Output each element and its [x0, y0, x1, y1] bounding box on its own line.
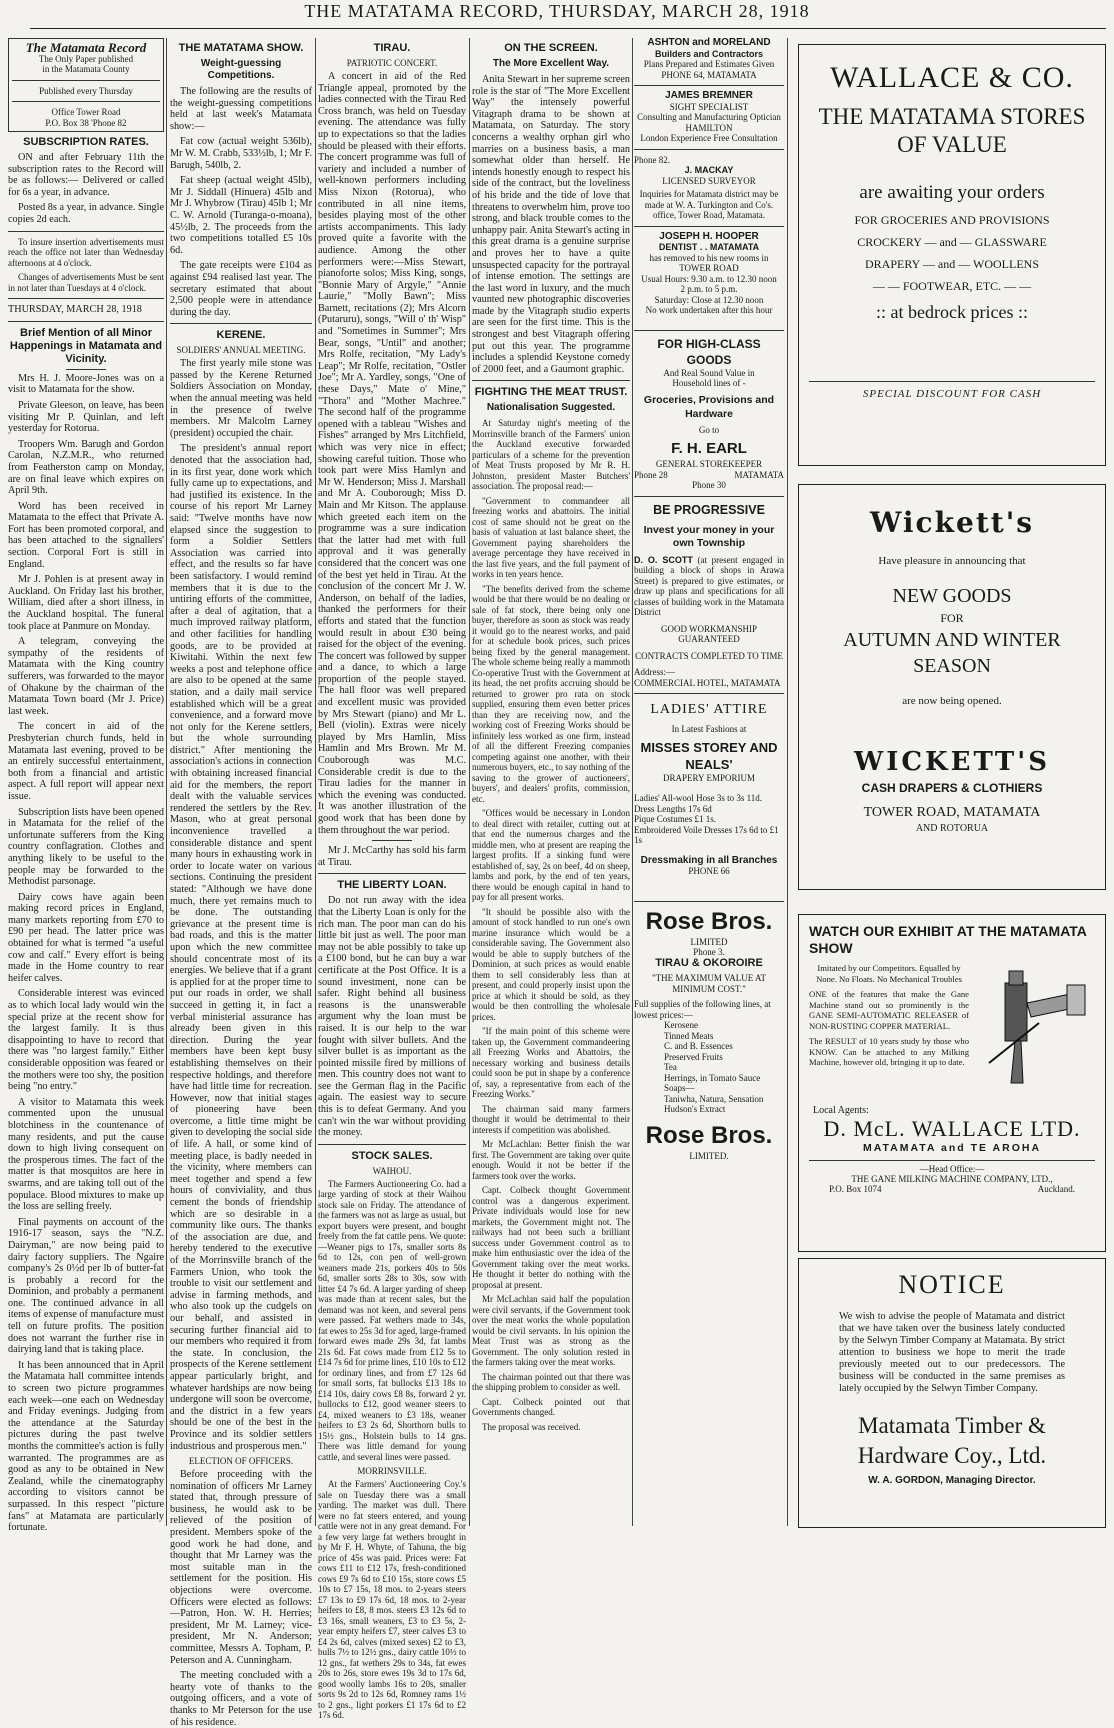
tirau-heading: TIRAU. [373, 42, 411, 54]
earl-line: And Real Sound Value in [663, 367, 755, 378]
bremner-line: HAMILTON [685, 122, 733, 133]
column-4 [472, 38, 630, 1526]
rose-item: Soaps— [664, 1083, 695, 1093]
rose-ltd: LIMITED [690, 936, 728, 947]
wickett-title2: WICKETT'S [854, 747, 1050, 777]
wickett-line: NEW GOODS [892, 585, 1012, 607]
paragraph: The chairman pointed out that there was the shipping problem to consider as well. [472, 1371, 630, 1393]
paragraph: The proposal was received. [482, 1421, 581, 1432]
hooper-line: 2 p.m. to 5 p.m. [680, 284, 738, 294]
paper-info-box [8, 38, 164, 132]
earl-line: Household lines of - [672, 378, 746, 388]
paragraph: Considerable interest was evinced as to which local lady would win the special prize at the recent show for the largest family. It is thus disappointing to have to record that there was "no largest family." Either considerable opposition was feared or the mothers were too shy, the position being "no entry." [8, 988, 164, 1093]
notice-company: Matamata Timber & [858, 1413, 1046, 1438]
paragraph: The concert in aid of the Presbyterian church funds, held in Matamata last evening, proved to be an entirely successful entertainment, both from a financial and artistic aspect. A full report will appear next issue. [8, 721, 164, 802]
rose-towns: TIRAU & OKOROIRE [655, 956, 763, 969]
exhibit-box: P.O. Box 1074 [829, 1184, 882, 1194]
scott-address: Address:— [634, 667, 675, 677]
earl-heading: FOR HIGH-CLASS GOODS [657, 336, 761, 367]
stock-sub: MORRINSVILLE. [357, 1466, 427, 1477]
wickett-line: AUTUMN AND WINTER [843, 629, 1061, 651]
paragraph: Anita Stewart in her supreme screen role is the star of "The More Excellent Way" the intensely powerful Vitagraph drama to be shown at Matamata, on Saturday. The story concerns a wealthy orphan girl who marries on a business basis, a man somewhat older than herself. He intends honestly enough to respect his side of the contract, but the loveliness of his bride and the tide of love that threatens to overwhelm him, prove too strong, and black trouble comes to the unhappy pair. Anita Stewart's acting in this great drama is a genuine surprise and proves her to have a quite unsuspected capacity for the portrayal of intense emotion. The settings are the last word in luxury, and the much vaunted new photographic discoveries made by the Vitagraph studio experts are seen for the first time. This is the strongest and best Vitagraph offering put out this year. The programme includes a splendid Keystone comedy of 2000 feet, and a Gaumont graphic. [472, 74, 630, 375]
paragraph: At Saturday night's meeting of the Morrinsville branch of the Farmers' union the Auckland executive forwarded particulars of a scheme for the prevention of Meat Trusts proposed by Mr R. H. Johnston, president Master Butchers' association. The proposal read:— [472, 418, 630, 492]
kerene-heading: KERENE. [216, 329, 266, 342]
paragraph: At the Farmers' Auctioneering Coy.'s sale on Tuesday there was a small yarding. The market was dull. There were no fat steers entered, and young cattle were not in any great demand. For a few very large fat wethers brought in by Mr F. H. Whyte, of Tahuna, the big price of 45s was paid. Prices were: Fat cows £11 to £12 17s, fresh-conditioned cows £9 7s 6d to £10 15s, store cows £5 10s to £7 15s, 18 mos. to 2-years steers £7 13s to £9 17s 6d, 18 mos. to 2-year heifers to £8, 8 mos. steers £3 12s 6d to £3 16s, small weaners, £3 to £3 5s, 2-year empty heifers £7, steer calves £3 to £4 2s 6d, calves (mixed sexes) £2 to £3, bulls 7½ to 12½ gns., dairy cattle 10½ to 12 gns., fat wethers 29s to 34s, fat ewes 20s to 26s, store ewes 19s 3d to 17s 6d, good woolly lambs 16s to 20s, smaller sorts 9s 2d to 12s 6d, Romney rams 1½ to 2 gns., light porkers £1 17s 6d to £2 17s 6d. [318, 1479, 466, 1721]
exhibit-name: D. McL. WALLACE LTD. [823, 1116, 1081, 1141]
paragraph: A telegram, conveying the sympathy of the residents of Matamata with the King country sufferers, was forwarded to the mayor of Ohakune by the chairman of the Matamata Town board (Mr J. Price) last week. [8, 636, 164, 717]
exhibit-city: Auckland. [1037, 1184, 1075, 1194]
milking-machine-illustration [975, 963, 1095, 1099]
office: Office Tower Road [51, 107, 121, 118]
gane-exhibit-ad [798, 914, 1106, 1252]
scott-line: CONTRACTS COMPLETED TO TIME [635, 650, 783, 661]
paragraph: A visitor to Matamata this week commented upon the unusual blotchiness in the countenance of many residents, and put the cause down to high living consequent on the prosperous times. The fact of the matter is that mosquitos are here in swarms, and are taking toll out of the populace. Blood mixtures to make up the loss are selling freely. [8, 1096, 164, 1213]
wickett-line: CASH DRAPERS & CLOTHIERS [861, 781, 1043, 795]
paragraph: Mr McLachlan said half the population were civil servants, if the Government took over the meat works the whole population would be civil servants. In his opinion the Meat Trust was as strong as the Government. The only solution rested in the farmers taking over the meat works. [472, 1294, 630, 1368]
paragraph: The chairman said many farmers thought it would be detrimental to their interests if competition was abolished. [472, 1103, 630, 1135]
mackay-phone: Phone 82. [634, 154, 670, 165]
wickett-title: Wickett's [869, 506, 1035, 539]
ladies-item: Dress Lengths 17s 6d [634, 803, 712, 814]
column-1 [8, 38, 164, 1534]
wickett-ad [798, 484, 1106, 890]
screen-heading: ON THE SCREEN. [504, 42, 598, 54]
bremner-line: London Experience Free Consultation [640, 133, 778, 143]
rose-item: Preserved Fruits [664, 1051, 723, 1062]
exhibit-co: THE GANE MILKING MACHINE COMPANY, LTD., [851, 1174, 1053, 1184]
wickett-line: AND ROTORUA [915, 823, 989, 834]
stock-sub: WAIHOU. [372, 1165, 412, 1176]
published: Published every Thursday [39, 85, 133, 96]
hooper-line: Usual Hours: 9.30 a.m. to 12.30 noon [641, 273, 777, 284]
ladies-sub: In Latest Fashions at [671, 724, 747, 734]
paragraph: Final payments on account of the 1916-17 season, says the "N.Z. Dairyman," are now being paid to dairy factory suppliers. The Ngaire company's 2s 0½d per lb of butter-fat is probably a record for the Dominion, and probably a permanent one. The continued advance in all items of expense of manufacture must tell on future profits. The position does not warrant the further rise in dairying land that is taking place. [8, 1216, 164, 1356]
stock-sales-heading: STOCK SALES. [351, 1149, 433, 1162]
hooper-line: No work undertaken after this hour [645, 305, 773, 315]
wallace-discount: SPECIAL DISCOUNT FOR CASH [862, 388, 1042, 400]
rose-name: Rose Bros. [645, 907, 773, 935]
paragraph: Posted 8s a year, in advance. Single copies 2d each. [8, 202, 164, 226]
earl-phone: Phone 28 [634, 469, 668, 480]
column-divider [166, 38, 167, 1526]
paragraph: Capt. Colbeck thought Government control was a dangerous experiment. Private individuals would lose for new markets, the Government might not. The railways had not been such a brilliant success under Government control as to make him enthusiastic over the idea of the Government taking over the meat works. He thought it better do nothing with the proposal at present. [472, 1185, 630, 1290]
screen-subheading: The More Excellent Way. [492, 58, 610, 69]
wickett-line: FOR [940, 611, 964, 625]
ashton-line: PHONE 64, MATAMATA [661, 69, 757, 80]
wallace-line: are awaiting your orders [859, 182, 1045, 203]
ladies-emporium: DRAPERY EMPORIUM [663, 772, 755, 783]
wickett-line: are now being opened. [902, 695, 1002, 707]
rose-item: Kerosene [664, 1020, 698, 1030]
tirau-subheading: PATRIOTIC CONCERT. [346, 58, 438, 68]
notice-ad [798, 1258, 1106, 1528]
ashton-title: ASHTON and MORELAND [647, 37, 771, 48]
ladies-name: MISSES STOREY AND NEALS' [640, 739, 778, 772]
ladies-item: Ladies' All-wool Hose 3s to 3s 11d. [634, 793, 763, 803]
earl-town: MATAMATA [734, 469, 784, 480]
paragraph: Mrs H. J. Moore-Jones was on a visit to Matamata for the show. [8, 372, 164, 396]
paragraph: Before proceeding with the nomination of officers Mr Larney stated that, through pressure of business, he would ask to be relieved of the position of president. Members spoke of the good work he had done, and thought that Mr Larney was the most suitable man in the settlement for the position. His objections were overcome. Officers were elected as follows:—Patron, Hon. W. H. Herries; president, Mr M. Larney; vice-president, Mr N. Anderson; committee, Messrs A. Topham, P. Peterson and A. Cunningham. [170, 1469, 312, 1666]
hooper-line: TOWER ROAD [679, 263, 739, 273]
notice-company: Hardware Coy., Ltd. [857, 1443, 1047, 1468]
paragraph: Fat sheep (actual weight 45lb), Mr J. Siddall (Hinuera) 45lb and Mr J. Whybrow (Tirau) 45lb 1; Mr C. W. Arnold (Turanga-o-moana), 45½lb, 2. The proceeds from the two competitions totalled £5 10s 6d. [170, 175, 312, 256]
rose-item: Herrings, in Tomato Sauce [664, 1072, 761, 1083]
paper-sub: in the Matamata County [42, 64, 130, 75]
ashton-sub: Builders and Contractors [654, 48, 764, 59]
wickett-line: TOWER ROAD, MATAMATA [863, 805, 1041, 820]
bremner-title: JAMES BREMNER [665, 90, 753, 101]
paragraph: Subscription lists have been opened in Matamata for the relief of the unfortunate sufferers from the King country conflagration. Clothes and anything likely to be useful to the people may be forwarded to the Methodist parsonage. [8, 806, 164, 888]
wallace-title: WALLACE & CO. [830, 61, 1074, 94]
wallace-ad [798, 44, 1106, 466]
ladies-phone: PHONE 66 [688, 866, 730, 876]
masthead: THE MATATAMA RECORD, THURSDAY, MARCH 28, 1918 [304, 1, 810, 21]
notice-text: We wish to advise the people of Matamata and district that we have taken over the business lately conducted by the Selwyn Timber Company at Matamata. By strict attention to business we hope to merit the trade previously meeted out to our predecessors. The business will be conducted in the same premises as lately occupied by the Selwyn Timber Company. [839, 1311, 1065, 1394]
masthead-rule [30, 28, 1106, 29]
paragraph: Do not run away with the idea that the Liberty Loan is only for the rich man. The poor man can do his little bit just as well. The poor man may not be able possibly to take up a £100 bond, but he can buy a war certificate at the Post Office. It is a sound investment, none can be safer. Right behind all business reasons is the unanswerable argument why the loan must be raised. It is our help to the war fought with silver bullets. And the silver bullet is as important as the pointed missile fired by millions of men. This country does not want to see the German flag in the Pacific again. The easiest way to secure this is to defeat Germany. And you can't win the war without providing the money. [318, 895, 466, 1139]
paragraph: The Farmers Auctioneering Co. had a large yarding of stock at their Waihou stock sale on Friday. The attendance of the farmers was not as large as usual, but export buyers were present, and bought freely from the fat cattle pens. We quote:—Weaner pigs to 17s, smaller sorts 8s 6d to 12s, con pen of well-grown weaners made 21s, porkers 40s to 50s 6d, smaller sorts 28s to 30s, sow with litter £4 7s 6d. A larger yarding of sheep was made than at recent sales, but the demand was not keen, and several pens were passed. Fat wethers made to 34s, fat ewes to 25s 3d for aged, large-framed forward ewes made 29s 3d, fat lambs 21s 6d. Fat cows made from £12 5s to £14 7s 6d for prime lines, £10 10s to £12 for ordinary lines, and from £7 12s 6d for small sorts, fat bullocks £13 18s to £14 10s, dairy cows £8 8s, forward 2 yr. bullocks to £12, good weaner steers to £4, mixed weaners to £3 18s, weaner heifers to £3 2s 6d, Shorthorn bulls to 15½ gns., Holstein bulls to 14 gns. There was little demand for young cattle, and several lines were passed. [318, 1178, 466, 1462]
ladies-item: Embroidered Voile Dresses 17s 6d to £1 1s [634, 824, 779, 845]
scott-text: (at present engaged in building a block of shops in Arawa Street) is prepared to give estimates, or draw up plans and specifications for all classes of building work in the Matamata District [634, 554, 784, 617]
wallace-sub: OF VALUE [897, 132, 1007, 157]
show-subheading: Weight-guessing Competitions. [200, 58, 282, 81]
paragraph: Mr J. McCarthy has sold his farm at Tirau. [318, 845, 466, 868]
mackay-text: Inquiries for Matamata district may be made at W. A. Turkington and Co's. office, Tower Road, Matamata. [639, 189, 779, 220]
paragraph: "It should be possible also with the amount of stock handled to run one's own marine insurance which would be a considerable saving. The Government also would be able to supply butchers of the Dominion, at such prices as would enable them to sell considerably less than at present, and could properly insist upon the price at which it should be sold, as they would be then controlling the wholesale prices. [472, 906, 630, 1022]
notice-signature: W. A. GORDON, Managing Director. [868, 1475, 1036, 1486]
paragraph: Mr McLachlan: Better finish the war first. The Government are taking over quite enough. Would it not be better if the farmers took over the works. [472, 1139, 630, 1181]
paragraph: The meeting concluded with a hearty vote of thanks to the outgoing officers, and a vote of thanks to Mr Peterson for the use of his residence. [170, 1670, 312, 1728]
pobox: P.O. Box 38 'Phone 82 [45, 117, 127, 128]
rose-item: Tea [664, 1062, 677, 1072]
hooper-line: Saturday: Close at 12.30 noon [654, 294, 764, 305]
paragraph: Word has been received in Matamata to the effect that Private A. Fort has been promoted corporal, and has been attached to the signallers' section. Corporal Fort is still in England. [8, 500, 164, 570]
paragraph: The following are the results of the weight-guessing competitions held at last week's Matamata show:— [170, 86, 312, 132]
bremner-sub: SIGHT SPECIALIST [669, 101, 749, 112]
exhibit-text: The RESULT of 10 years study by those who KNOW. Can be attached to any Milking Machine, however old, bringing it up to date. [809, 1036, 969, 1067]
hooper-line: has removed to his new rooms in [649, 252, 769, 263]
scott-line: GOOD WORKMANSHIP GUARANTEED [660, 623, 758, 644]
paper-sub: The Only Paper published [38, 53, 134, 64]
exhibit-agents: Local Agents: [813, 1105, 869, 1116]
meat-trust-subheading: Nationalisation Suggested. [486, 402, 616, 414]
paragraph: Mr J. Pohlen is at present away in Auckland. On Friday last his brother, William, died after a short illness, in the Auckland hospital. The funeral took place at Panmure on Monday. [8, 574, 164, 632]
paper-title: The Matamata Record [25, 40, 147, 55]
kerene-subheading: SOLDIERS' ANNUAL MEETING. [176, 345, 306, 356]
paragraph: The president's annual report denoted that the association had, in its first year, done work which fully came up to expectations, and had justified its existence. In the course of his report Mr Larney said: "Twelve months have now elapsed since the suggestion to form a Soldier Settlers Association was carried into effect, and the results so far have been satisfactory. I would remind members that it is due to the untiring efforts of the committee, after a deal of agitation, that a much improved railway platform, and other facilities for handling goods, are to be provided at Kiwitahi. Within the next few weeks a post and telephone office are also to be opened at the same station, and a daily mail service established which will be a great convenience, and a forward move not only for the Kerene settlers, but the whole surrounding district." After mentioning the association's actions in connection with obtaining increased financial aid for the members, the report dealt with the valuable services rendered the settlers by the Rev. Mason, who at great personal inconvenience travelled a considerable distance and spent many hours in exhausting work in order to locate water on various sections. Continuing the president stated: "Although we have done much, there yet remains much to be done. The outstanding grievance at the present time is bad roads, and this is the matter upon which the new committee should concentrate most of its energies. We believe that if a grant is applied for at the proper time to put our roads in order, we shall succeed in getting it, in fact a verbal ministerial assurance has already been given in this direction. During the year members have been kept busy establishing themselves on their respective holdings, and therefore have had little time for recreation. However, now that initial stages of pioneering have been overcome, a little time might be given to developing the social side of life. A hall, or some kind of meeting place, is badly needed in the vicinity, where members can meet together and spend a few hours of conviviality, and thus cement the bonds of friendship which are so desirable in a community like ours. The thanks of the association are due, and hereby tendered to the executive of the Morrinsville branch of the Farmers Union, who took the trouble to visit our settlement and advise in farming methods, and who also took up the cudgels on our behalf, and assisted in securing further financial aid to our members who required it from the state. In conclusion, the prospects of the Kerene settlement appear particularly bright, and whatever hardships are now being undergone will soon be overcome, and the district in a few years should be one of the best in the Province and its soldier settlers industrious and prosperous men." [170, 443, 312, 1452]
paragraph: "If the main point of this scheme were taken up, the Government commandeering all Freezing Works and Abattoirs, the necessary working and business details could soon be put in shape by a conference of, say, a representative from each of the Freezing Works." [472, 1026, 630, 1100]
paragraph: Dairy cows have again been making record prices in England, many markets reporting from £70 to £90 per head. The latter price was obtained for what is termed "a useful cow and calf." Every effort is being made in the Home country to rear heifer calves. [8, 891, 164, 984]
earl-role: GENERAL STOREKEEPER [655, 459, 763, 469]
paragraph: ON and after February 11th the subscription rates to the Record will be as follows:— Delivered or called for 6s a year, in advance. [8, 152, 164, 198]
exhibit-ho: —Head Office:— [919, 1164, 985, 1174]
show-heading: THE MATATAMA SHOW. [178, 42, 304, 54]
hooper-role: DENTIST . . MATAMATA [658, 242, 760, 252]
earl-goods: Groceries, Provisions and Hardware [643, 393, 775, 420]
paragraph: The first yearly mile stone was passed by the Kerene Returned Soldiers Association on Monday, when the annual meeting was held in the presence of twelve members. Mr Malcolm Larney (president) occupied the chair. [170, 358, 312, 439]
column-2 [170, 38, 312, 1728]
column-3 [318, 38, 466, 1721]
rose-item: Taniwha, Natura, Sensation [664, 1093, 764, 1104]
earl-name: F. H. EARL [671, 440, 747, 457]
earl-phone2: Phone 30 [692, 480, 726, 490]
wallace-line: FOR GROCERIES AND PROVISIONS [854, 213, 1050, 227]
scott-sub: Invest your money in your own Township [643, 523, 775, 549]
ladies-dressmaking: Dressmaking in all Branches [640, 854, 778, 866]
column-5 [634, 38, 784, 1528]
date-line: THURSDAY, MARCH 28, 1918 [8, 304, 142, 316]
rose-item: Tinned Meats [664, 1030, 714, 1041]
wallace-line: DRAPERY — and — WOOLLENS [865, 257, 1039, 271]
notice: Changes of advertisements Must be sent in not later than Tuesdays at 4 o'clock. [8, 272, 164, 293]
rose-ltd: LIMITED. [689, 1150, 729, 1161]
wallace-sub: THE MATATAMA STORES [818, 104, 1086, 129]
earl-goto: Go to [698, 424, 720, 435]
column-divider [469, 38, 470, 1526]
liberty-loan-heading: THE LIBERTY LOAN. [337, 879, 447, 892]
rose-item: Hudson's Extract [664, 1104, 726, 1114]
mackay-role: LICENSED SURVEYOR [662, 175, 756, 186]
exhibit-towns: MATAMATA and TE AROHA [862, 1142, 1042, 1154]
paragraph: Private Gleeson, on leave, has been visiting Mr P. Quinlan, and left yesterday for Rotorua. [8, 399, 164, 435]
exhibit-heading: WATCH OUR EXHIBIT AT THE MATAMATA SHOW [809, 923, 1087, 956]
section-subheading: ELECTION OF OFFICERS. [188, 1456, 294, 1467]
paragraph: Capt. Colbeck pointed out that Governments changed. [472, 1396, 630, 1418]
scott-name: D. O. SCOTT [634, 554, 693, 565]
scott-heading: BE PROGRESSIVE [653, 502, 765, 517]
paragraph: "Government to commandeer all freezing works and abattoirs. The initial cost of same should not be great on the basis of valuation at last balance sheet, the Government paying shareholders the average percentage they have received in the last five years, and the full payment of works in ten years hence. [472, 495, 630, 580]
notice-title: NOTICE [898, 1270, 1006, 1299]
notice: To insure insertion advertisements must reach the office not later than Wednesday afternoons at 4 o'clock. [8, 236, 164, 268]
exhibit-text: Imitated by our Competitors. Equalled by None. No Floats. No Mechanical Troubles [816, 963, 962, 984]
column-divider [632, 38, 633, 1526]
column-divider [315, 38, 316, 1526]
paragraph: "The benefits derived from the scheme would be that there would be no dealing or sale of fat stock, there being only one buyer, therefore as soon as stock was ready it would go to the nearest works, and paid for at schedule book prices, such prices being fixed by the general management. The whole scheme being really a mammoth Co-operative Trust with the Government at its head, the net profits accruing should be returned to grower pro rata on stock supplied, ensuring them even better prices than they are receiving now, and the working cost of Freezing Works should be infinitely less worked as one firm, instead of all the different Freezing companies competing against one another, with their numerous buyers, etc., to say nothing of the saving to the grower of auctioneers', buyers', and dealers' profits, commission, etc. [472, 583, 630, 804]
rose-motto: "THE MAXIMUM VALUE AT MINIMUM COST." [651, 973, 767, 994]
paragraph: A concert in aid of the Red Triangle appeal, promoted by the ladies connected with the Tirau Red Cross branch, was held on Tuesday evening. The attendance was fully up to expectations so that the ladies should be pleased with their efforts. The concert programme was full of variety and included a number of well-known performers including Miss Nixon (Rotorua), who contributed in all nine items, besides playing most of the other artists accompaniments. This lady proved quite a favorite with the audience. Among the other performers were:—Miss Stewart, pianoforte solos; Miss King, songs, "Bonnie Mary of Argyle," "Annie Laurie," "Molly Bawn"; Miss Barnett, recitations (2); Mrs Alcorn (Putaruru), songs, "Will o' th' Wisp" and "Sometimes in Summer"; Mrs Bear, songs, "Until" and another; Mrs Rolfe, recitation, "My Lady's Leap"; Mr Rolfe, recitation, "Ostler Joe"; Mr A. Yardley, songs, "One of these Days," Mate o' Mine," "Thora" and "Mother Machree." The second half of the programme opened with a tableau "Wishes and Fishes" arranged by Mrs Litchfield, which was very nice in effect; showing careful tuition. Those who took part were Miss Hamlyn and Mr W. Henderson; Miss J. Marshall and Mr A. Couborough; Miss D. Main and Mr Kitson. The applause which greeted each item on the programme was a sure indication that the latter had met with full approval and it was generally considered that the concert was one of the best yet held in Tirau. At the conclusion of the concert Mr J. W. Anderson, on behalf of the ladies, thanked the performers for their efforts and stated that the function would result in about £30 being raised for the object of the evening. The concert was followed by supper and a dance, to which a large proportion of the people stayed. The hall floor was well prepared and excellent music was provided by Mrs Stewart (piano) and Mr L. Bell (violin). Extras were nicely played by Mrs Hamlin, Miss Hamlin and Mrs Brown. Mr M. Couborough was M.C. Considerable credit is due to the Tirau ladies for the manner in which the evening was conducted. It was another illustration of the good work that has been done by them throughout the war period. [318, 71, 466, 836]
wallace-line: CROCKERY — and — GLASSWARE [857, 235, 1047, 249]
exhibit-text: ONE of the features that make the Gane Machine stand out so prominently is the GANE SEMI-AUTOMATIC RELEASER of NON-RUSTING COPPER MATERIAL. [809, 989, 969, 1031]
ladies-item: Pique Costumes £1 1s. [634, 814, 717, 824]
rose-intro: Full supplies of the following lines, at lowest prices:— [634, 999, 771, 1020]
mackay-name: J. MACKAY [684, 165, 734, 175]
brief-mention-heading: Brief Mention of all Minor Happenings in Matamata and Vicinity. [9, 326, 163, 365]
hooper-name: JOSEPH H. HOOPER [659, 230, 759, 242]
column-divider [787, 38, 788, 1526]
paragraph: It has been announced that in April the Matamata hall committee intends to screen two picture programmes each week—one each on Wednesday and Friday evenings. Judging from the attendance at the Saturday pictures during the past twelve months the committee's action is fully warranted. The programmes are as good as any to be obtained in New Zealand, while the cinematography according to visitors cannot be surpassed. In this respect "picture fans" at Matamata are particularly fortunate. [8, 1359, 164, 1534]
ladies-heading: LADIES' ATTIRE [650, 702, 768, 717]
bremner-line: Consulting and Manufacturing Optician [637, 112, 781, 122]
wallace-line: :: at bedrock prices :: [876, 302, 1028, 322]
paragraph: Fat cow (actual weight 536lb), Mr W. M. Crabb, 533½lb, 1; Mr F. Barugh, 540lb, 2. [170, 136, 312, 171]
rose-phone: Phone 3. [693, 947, 725, 957]
scott-address: COMMERCIAL HOTEL, MATAMATA [634, 677, 781, 688]
paragraph: "Offices would be necessary in London to deal direct with retailer, cutting out at that end the numerous charges and the middle men, who at present are reaping the largest profits. If a sinking fund were established of, say, 2s on beef, 4d on sheep, lambs and pork, by the end of ten years, there would be enough capital in hand to pay for all present works. [472, 808, 630, 903]
ashton-line: Plans Prepared and Estimates Given [643, 59, 775, 69]
rose-item: C. and B. Essences [664, 1041, 733, 1051]
wickett-line: Have pleasure in announcing that [878, 555, 1026, 567]
paragraph: The gate receipts were £104 as against £94 realised last year. The secretary estimated that about 2,500 people were in attendance during the day. [170, 260, 312, 318]
wallace-line: — — FOOTWEAR, ETC. — — [872, 279, 1032, 293]
meat-trust-heading: FIGHTING THE MEAT TRUST. [474, 386, 628, 399]
rose-name: Rose Bros. [645, 1121, 773, 1149]
subscription-heading: SUBSCRIPTION RATES. [23, 136, 149, 149]
paragraph: Troopers Wm. Barugh and Gordon Carolan, N.Z.M.R., who returned from Featherston camp on Monday, are on final leave which expires on April 9th. [8, 438, 164, 497]
wickett-line: SEASON [913, 655, 991, 677]
